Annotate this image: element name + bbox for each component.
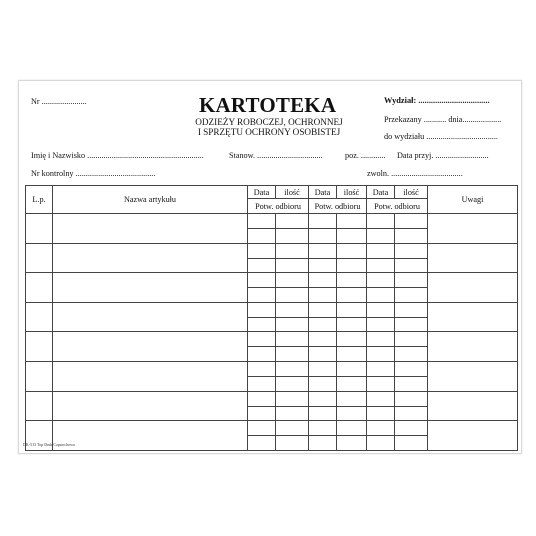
data-przyjecia-field: Data przyj. .......................... (397, 151, 489, 160)
table-header-row (26, 186, 518, 199)
uwagi-cell[interactable] (428, 243, 518, 273)
potw-odbioru-cell-1a[interactable] (248, 376, 276, 391)
imie-nazwisko-field: Imię i Nazwisko ......................................................... (31, 151, 204, 160)
nazwa-artykulu-cell[interactable] (53, 391, 248, 421)
ilosc-cell-2[interactable] (337, 243, 367, 258)
nr-kontrolny-field: Nr kontrolny ....................................... (31, 169, 156, 178)
potw-odbioru-cell-3a[interactable] (367, 406, 395, 421)
uwagi-cell[interactable] (428, 391, 518, 421)
nr-field: Nr ...................... (31, 97, 87, 106)
data-cell-2[interactable] (309, 214, 337, 229)
uwagi-cell[interactable] (428, 332, 518, 362)
potw-odbioru-cell-1b[interactable] (276, 258, 309, 273)
potw-odbioru-cell-2a[interactable] (309, 258, 337, 273)
data-cell-1[interactable] (248, 391, 276, 406)
potw-odbioru-cell-2b[interactable] (337, 229, 367, 244)
data-cell-2[interactable] (309, 391, 337, 406)
data-cell-3[interactable] (367, 302, 395, 317)
uwagi-cell[interactable] (428, 214, 518, 244)
data-cell-3[interactable] (367, 273, 395, 288)
ilosc-cell-3[interactable] (395, 302, 428, 317)
potw-odbioru-cell-2a[interactable] (309, 376, 337, 391)
ilosc-cell-3[interactable] (395, 391, 428, 406)
potw-odbioru-header-2: Potw. odbioru (309, 199, 367, 214)
data-cell-1[interactable] (248, 243, 276, 258)
data-cell-1[interactable] (248, 421, 276, 436)
nazwa-artykulu-cell[interactable] (53, 273, 248, 303)
potw-odbioru-cell-2b[interactable] (337, 288, 367, 303)
potw-odbioru-cell-2a[interactable] (309, 406, 337, 421)
stanowisko-field: Stanow. ................................ (229, 151, 323, 160)
ilosc-cell-1[interactable] (276, 273, 309, 288)
ilosc-header-1: ilość (276, 186, 309, 199)
lp-cell[interactable] (26, 273, 53, 303)
nazwa-artykulu-cell[interactable] (53, 421, 248, 451)
uwagi-cell[interactable] (428, 421, 518, 451)
ilosc-cell-1[interactable] (276, 332, 309, 347)
data-cell-3[interactable] (367, 332, 395, 347)
potw-odbioru-cell-3a[interactable] (367, 229, 395, 244)
ilosc-cell-3[interactable] (395, 273, 428, 288)
data-cell-3[interactable] (367, 361, 395, 376)
zwolnienie-field: zwoln. ................................... (367, 169, 463, 178)
potw-odbioru-cell-3b[interactable] (395, 347, 428, 362)
subtitle-line-2: I SPRZĘTU OCHRONY OSOBISTEJ (197, 126, 341, 137)
data-cell-1[interactable] (248, 332, 276, 347)
data-cell-2[interactable] (309, 302, 337, 317)
data-cell-1[interactable] (248, 214, 276, 229)
ilosc-cell-1[interactable] (276, 302, 309, 317)
data-cell-1[interactable] (248, 273, 276, 288)
print-code: DK-513 Top Druk Częstochowa (23, 442, 75, 447)
potw-odbioru-cell-1a[interactable] (248, 288, 276, 303)
przekazany-field: Przekazany ........... dnia................... (384, 115, 502, 124)
potw-odbioru-header-3: Potw. odbioru (367, 199, 428, 214)
potw-odbioru-cell-2b[interactable] (337, 347, 367, 362)
lp-cell[interactable] (26, 332, 53, 362)
potw-odbioru-cell-2a[interactable] (309, 317, 337, 332)
potw-odbioru-cell-3a[interactable] (367, 317, 395, 332)
potw-odbioru-cell-1b[interactable] (276, 436, 309, 451)
data-cell-1[interactable] (248, 302, 276, 317)
data-cell-2[interactable] (309, 332, 337, 347)
potw-odbioru-cell-2b[interactable] (337, 406, 367, 421)
lp-cell[interactable] (26, 302, 53, 332)
potw-odbioru-cell-1a[interactable] (248, 229, 276, 244)
poz-field: poz. ............ (345, 151, 386, 160)
table-row (26, 214, 518, 229)
lp-cell[interactable] (26, 361, 53, 391)
ilosc-cell-3[interactable] (395, 361, 428, 376)
ilosc-cell-3[interactable] (395, 243, 428, 258)
data-header-3: Data (367, 186, 395, 199)
uwagi-cell[interactable] (428, 302, 518, 332)
subtitle-line-1: ODZIEŻY ROBOCZEJ, OCHRONNEJ (195, 117, 343, 127)
items-table (25, 185, 518, 451)
potw-odbioru-cell-1b[interactable] (276, 317, 309, 332)
potw-odbioru-cell-3a[interactable] (367, 347, 395, 362)
nazwa-artykulu-cell[interactable] (53, 243, 248, 273)
potw-odbioru-cell-1a[interactable] (248, 347, 276, 362)
potw-odbioru-cell-2a[interactable] (309, 347, 337, 362)
data-cell-3[interactable] (367, 214, 395, 229)
potw-odbioru-cell-3b[interactable] (395, 376, 428, 391)
potw-odbioru-cell-2b[interactable] (337, 258, 367, 273)
data-cell-3[interactable] (367, 243, 395, 258)
uwagi-cell[interactable] (428, 273, 518, 303)
ilosc-cell-2[interactable] (337, 391, 367, 406)
potw-odbioru-cell-3b[interactable] (395, 436, 428, 451)
do-wydzialu-field: do wydziału ................................... (384, 132, 498, 141)
ilosc-cell-1[interactable] (276, 391, 309, 406)
potw-odbioru-cell-2a[interactable] (309, 288, 337, 303)
potw-odbioru-cell-2a[interactable] (309, 229, 337, 244)
potw-odbioru-cell-1a[interactable] (248, 317, 276, 332)
potw-odbioru-cell-1b[interactable] (276, 288, 309, 303)
potw-odbioru-cell-1b[interactable] (276, 376, 309, 391)
data-cell-2[interactable] (309, 243, 337, 258)
ilosc-cell-2[interactable] (337, 302, 367, 317)
wydzial-field: Wydział: .................................. (384, 96, 490, 105)
ilosc-cell-1[interactable] (276, 361, 309, 376)
ilosc-cell-1[interactable] (276, 214, 309, 229)
potw-odbioru-cell-3a[interactable] (367, 436, 395, 451)
ilosc-header-3: ilość (395, 186, 428, 199)
ilosc-cell-2[interactable] (337, 421, 367, 436)
ilosc-cell-2[interactable] (337, 332, 367, 347)
potw-odbioru-cell-2b[interactable] (337, 376, 367, 391)
table-row (26, 332, 518, 347)
table-row (26, 361, 518, 376)
nazwa-artykulu-cell[interactable] (53, 214, 248, 244)
form-title: KARTOTEKA (199, 93, 337, 117)
ilosc-cell-3[interactable] (395, 214, 428, 229)
lp-cell[interactable] (26, 391, 53, 421)
nazwa-artykulu-cell[interactable] (53, 302, 248, 332)
ilosc-cell-1[interactable] (276, 243, 309, 258)
ilosc-cell-2[interactable] (337, 214, 367, 229)
ilosc-cell-2[interactable] (337, 361, 367, 376)
table-row (26, 421, 518, 436)
potw-odbioru-cell-3b[interactable] (395, 288, 428, 303)
potw-odbioru-cell-3a[interactable] (367, 258, 395, 273)
ilosc-cell-3[interactable] (395, 332, 428, 347)
lp-cell[interactable] (26, 214, 53, 244)
table-row (26, 273, 518, 288)
potw-odbioru-cell-3b[interactable] (395, 406, 428, 421)
nazwa-artykulu-cell[interactable] (53, 332, 248, 362)
potw-odbioru-cell-1b[interactable] (276, 406, 309, 421)
data-cell-1[interactable] (248, 361, 276, 376)
potw-odbioru-cell-1a[interactable] (248, 258, 276, 273)
nazwa-artykulu-cell[interactable] (53, 361, 248, 391)
lp-cell[interactable] (26, 243, 53, 273)
potw-odbioru-cell-1b[interactable] (276, 347, 309, 362)
table-row (26, 391, 518, 406)
potw-odbioru-cell-3b[interactable] (395, 229, 428, 244)
potw-odbioru-header-1: Potw. odbioru (248, 199, 309, 214)
ilosc-cell-3[interactable] (395, 421, 428, 436)
uwagi-header: Uwagi (428, 186, 518, 214)
form-sheet (18, 80, 522, 454)
ilosc-cell-1[interactable] (276, 421, 309, 436)
data-header-1: Data (248, 186, 276, 199)
potw-odbioru-cell-1a[interactable] (248, 406, 276, 421)
potw-odbioru-cell-2b[interactable] (337, 317, 367, 332)
potw-odbioru-cell-3a[interactable] (367, 376, 395, 391)
data-cell-2[interactable] (309, 273, 337, 288)
uwagi-cell[interactable] (428, 361, 518, 391)
table-row (26, 302, 518, 317)
ilosc-cell-2[interactable] (337, 273, 367, 288)
form-subtitle (169, 118, 369, 137)
table-row (26, 243, 518, 258)
potw-odbioru-cell-1b[interactable] (276, 229, 309, 244)
ilosc-header-2: ilość (337, 186, 367, 199)
data-cell-3[interactable] (367, 391, 395, 406)
potw-odbioru-cell-3a[interactable] (367, 288, 395, 303)
potw-odbioru-cell-2a[interactable] (309, 436, 337, 451)
lp-header: L.p. (26, 186, 53, 214)
potw-odbioru-cell-2b[interactable] (337, 436, 367, 451)
data-header-2: Data (309, 186, 337, 199)
potw-odbioru-cell-1a[interactable] (248, 436, 276, 451)
data-cell-2[interactable] (309, 361, 337, 376)
data-cell-2[interactable] (309, 421, 337, 436)
nazwa-artykulu-header: Nazwa artykułu (53, 186, 248, 214)
potw-odbioru-cell-3b[interactable] (395, 317, 428, 332)
potw-odbioru-cell-3b[interactable] (395, 258, 428, 273)
data-cell-3[interactable] (367, 421, 395, 436)
